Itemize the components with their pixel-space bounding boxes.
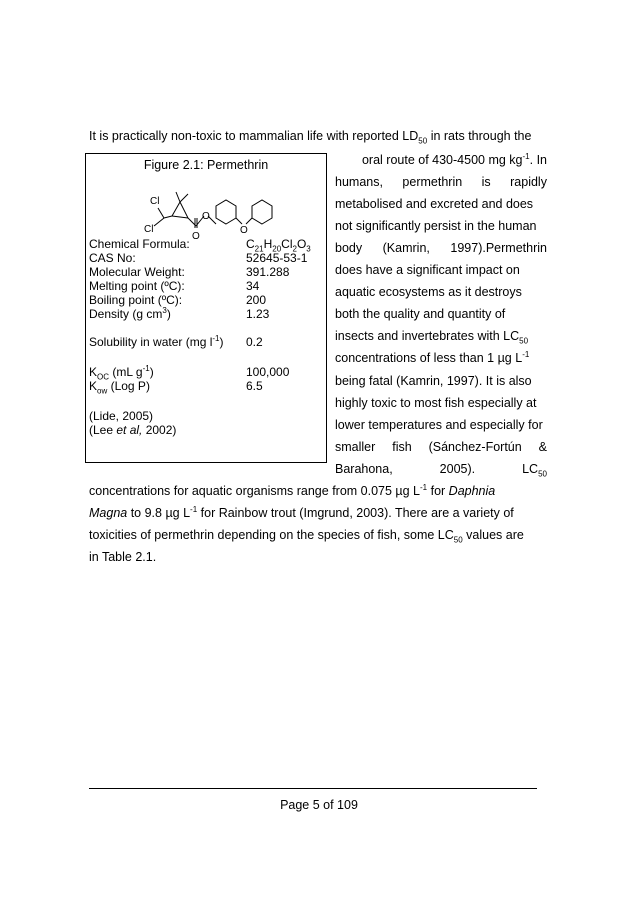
paragraph-line (335, 152, 547, 168)
text: K (89, 365, 98, 379)
text: It is practically non-toxic to mammalian life with reported LD (89, 129, 419, 143)
permethrin-structure-diagram (136, 178, 276, 242)
paragraph-line: aquatic ecosystems as it destroys (335, 285, 522, 299)
paragraph-line (89, 505, 546, 521)
property-label (89, 364, 154, 382)
atom-label: O (192, 231, 200, 242)
text: for (427, 484, 449, 498)
word: & (538, 440, 547, 454)
text: Solubility in water (mg l (89, 335, 213, 349)
word: smaller (335, 440, 376, 454)
subscript: 50 (418, 136, 428, 146)
atom-label: Cl (150, 196, 160, 207)
subscript: 2 (292, 244, 297, 254)
superscript: -1 (190, 504, 198, 514)
subscript: 50 (519, 336, 529, 346)
property-label: CAS No: (89, 251, 136, 265)
text: (Lee (89, 423, 117, 437)
bond (176, 192, 180, 202)
text: Density (g cm (89, 307, 163, 321)
atom-label: O (202, 211, 210, 222)
text: LC (522, 462, 539, 476)
superscript: -1 (522, 151, 530, 161)
property-label: Chemical Formula: (89, 237, 190, 251)
italic-text: Magna (89, 506, 128, 520)
word: (Kamrin, (382, 241, 430, 255)
text: 2002) (142, 423, 177, 437)
word: 1997).Permethrin (450, 241, 547, 255)
word: (Sánchez-Fortún (428, 440, 522, 454)
paragraph-line (89, 483, 546, 499)
benzene-ring (252, 200, 272, 224)
paragraph-line: both the quality and quantity of (335, 307, 506, 321)
word: Barahona, (335, 462, 393, 476)
text: ) (219, 335, 224, 349)
text: (Log P) (107, 379, 150, 393)
property-value (246, 237, 311, 254)
figure-box (85, 153, 327, 463)
paragraph-line: metabolised and excreted and does (335, 197, 534, 211)
text: concentrations of less than 1 µg L (335, 351, 523, 365)
superscript: -1 (142, 364, 150, 373)
bond (246, 218, 252, 224)
text: oral route of 430-4500 mg kg (361, 153, 523, 167)
text: O (296, 237, 307, 251)
property-label (89, 379, 150, 396)
reference-text: (Lide, 2005) (89, 409, 154, 423)
paragraph-line (89, 527, 546, 543)
subscript: 50 (538, 469, 547, 479)
subscript: 20 (272, 244, 282, 254)
paragraph-line: in Table 2.1. (89, 550, 157, 564)
paragraph-line (335, 461, 547, 477)
word: body (335, 241, 363, 255)
superscript: 3 (162, 306, 167, 315)
paragraph-line (335, 350, 547, 366)
word: is (481, 175, 491, 189)
subscript: 21 (254, 244, 264, 254)
subscript: OC (97, 372, 110, 382)
text: ) (149, 365, 154, 379)
text: (mL g (109, 365, 143, 379)
paragraph-line: does have a significant impact on (335, 263, 520, 277)
text: C (246, 237, 255, 251)
figure-caption: Figure 2.1: Permethrin (143, 158, 269, 172)
text: ) (166, 307, 171, 321)
text: in rats through the (430, 129, 532, 143)
subscript: 50 (453, 535, 463, 545)
paragraph-line: lower temperatures and especially for (335, 418, 543, 432)
word: permethrin (402, 175, 463, 189)
paragraph-line: highly toxic to most fish especially at (335, 396, 537, 410)
text: concentrations for aquatic organisms range from 0.075 µg L (89, 484, 420, 498)
bond (180, 202, 188, 218)
property-value: 1.23 (246, 307, 270, 321)
subscript: ow (97, 386, 108, 396)
word: fish (392, 440, 412, 454)
reference-text (89, 423, 176, 437)
text: for Rainbow trout (Imgrund, 2003). There are a variety of (197, 506, 514, 520)
bond (172, 202, 180, 216)
page-number: Page 5 of 109 (280, 798, 358, 812)
paragraph-line (89, 128, 546, 144)
word: 2005). (439, 462, 476, 476)
superscript: -1 (522, 349, 530, 359)
text: to 9.8 µg L (127, 506, 191, 520)
property-value: 52645-53-1 (246, 251, 308, 265)
superscript: -1 (420, 482, 428, 492)
property-value: 34 (246, 279, 260, 293)
word: humans, (335, 175, 383, 189)
property-label: Boiling point (ºC): (89, 293, 183, 307)
text: values are (462, 528, 524, 542)
paragraph-line: being fatal (Kamrin, 1997). It is also (335, 374, 532, 388)
bond (236, 218, 242, 224)
paragraph-line (335, 328, 547, 344)
atom-label: Cl (144, 224, 154, 235)
bond (164, 216, 172, 218)
property-label (89, 307, 171, 321)
text: K (89, 379, 98, 393)
property-value: 0.2 (246, 335, 263, 349)
property-value: 100,000 (246, 365, 290, 379)
bond (180, 194, 188, 202)
bond (172, 216, 188, 218)
paragraph-line: not significantly persist in the human (335, 219, 537, 233)
text: . In (529, 153, 547, 167)
bond (154, 218, 164, 226)
footer-divider (89, 788, 537, 789)
benzene-ring (216, 200, 236, 224)
subscript: 3 (306, 244, 311, 254)
word: rapidly (510, 175, 547, 189)
paragraph-line (335, 174, 547, 190)
text: H (263, 237, 273, 251)
paragraph-line (335, 240, 547, 256)
italic-text: et al, (116, 423, 143, 437)
atom-label: O (240, 225, 248, 236)
property-value: 200 (246, 293, 267, 307)
property-value: 391.288 (246, 265, 290, 279)
text: Cl (281, 237, 293, 251)
superscript: -1 (212, 334, 220, 343)
property-label: Melting point (ºC): (89, 279, 185, 293)
property-label (89, 335, 224, 349)
property-label: Molecular Weight: (89, 265, 185, 279)
bond (158, 208, 164, 218)
italic-text: Daphnia (448, 484, 496, 498)
property-value: 6.5 (246, 379, 263, 393)
text: insects and invertebrates with LC (335, 329, 520, 343)
word (522, 461, 547, 477)
paragraph-line (335, 439, 547, 455)
text: toxicities of permethrin depending on the species of fish, some LC (89, 528, 454, 542)
